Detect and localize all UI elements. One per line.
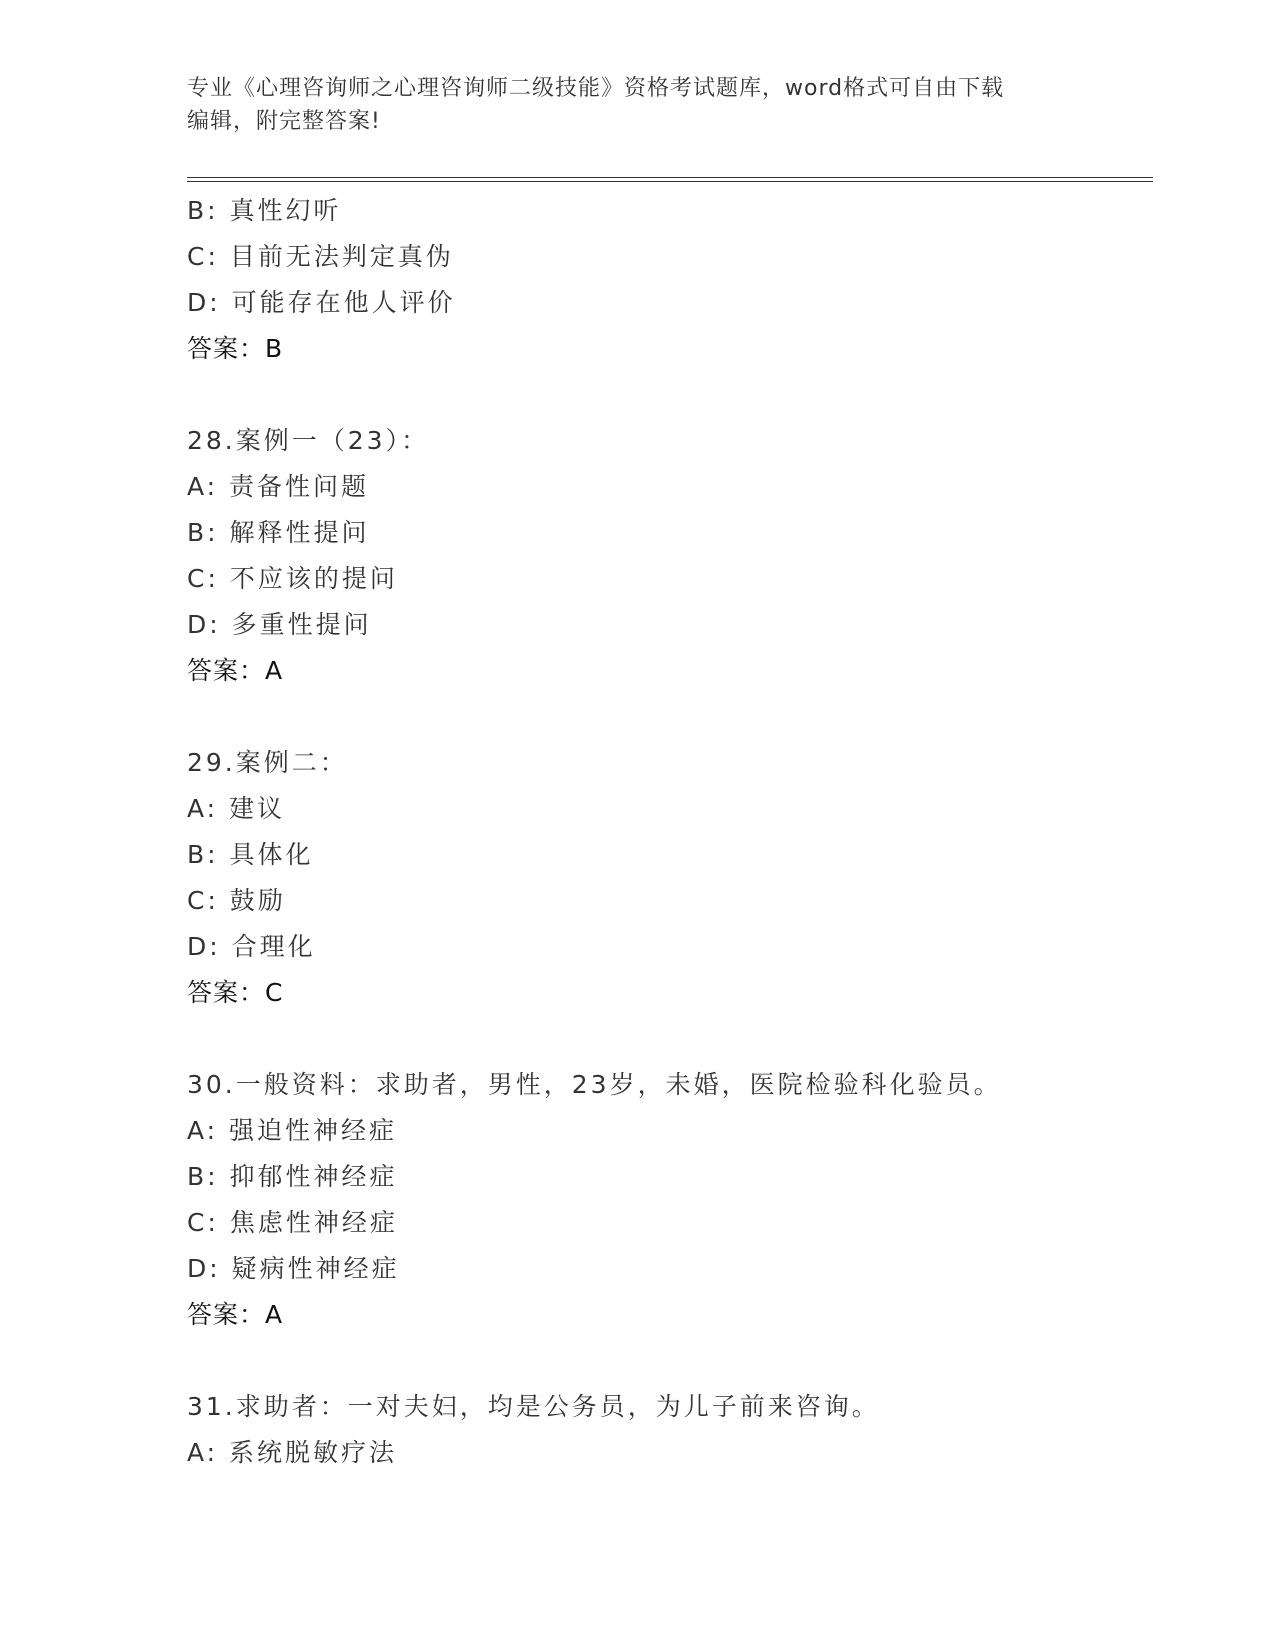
question-stem: 31.求助者：一对夫妇，均是公务员，为儿子前来咨询。	[187, 1392, 880, 1421]
option-d: D: 疑病性神经症	[187, 1254, 400, 1283]
option-b: B: 解释性提问	[187, 518, 370, 547]
spacer	[187, 694, 1147, 740]
option-b: B: 抑郁性神经症	[187, 1162, 398, 1191]
header-divider-bottom	[187, 181, 1153, 182]
answer-line: 答案：A	[187, 1300, 284, 1329]
option-d: D: 可能存在他人评价	[187, 288, 456, 317]
header-line-1: 专业《心理咨询师之心理咨询师二级技能》资格考试题库，word格式可自由下载	[187, 76, 1005, 101]
question-continued	[187, 188, 1147, 372]
question-stem: 30.一般资料：求助者，男性，23岁，未婚，医院检验科化验员。	[187, 1070, 1002, 1099]
answer-line: 答案：C	[187, 978, 284, 1007]
question-30	[187, 1062, 1147, 1338]
header-line-2: 编辑，附完整答案!	[187, 109, 381, 134]
spacer	[187, 372, 1147, 418]
option-a: A: 强迫性神经症	[187, 1116, 398, 1145]
header-divider-top	[187, 177, 1153, 178]
answer-line: 答案：A	[187, 656, 284, 685]
question-29	[187, 740, 1147, 1016]
spacer	[187, 1016, 1147, 1062]
document-header	[187, 72, 1087, 138]
question-list	[187, 188, 1147, 1476]
question-31	[187, 1384, 1147, 1476]
option-d: D: 合理化	[187, 932, 316, 961]
option-c: C: 目前无法判定真伪	[187, 242, 454, 271]
spacer	[187, 1338, 1147, 1384]
answer-line: 答案：B	[187, 334, 284, 363]
question-28	[187, 418, 1147, 694]
option-a: A: 责备性问题	[187, 472, 370, 501]
option-a: A: 系统脱敏疗法	[187, 1438, 398, 1467]
option-b: B: 真性幻听	[187, 196, 342, 225]
option-d: D: 多重性提问	[187, 610, 372, 639]
question-stem: 29.案例二：	[187, 748, 348, 777]
option-b: B: 具体化	[187, 840, 314, 869]
option-c: C: 不应该的提问	[187, 564, 398, 593]
question-stem: 28.案例一（23）：	[187, 426, 430, 455]
option-c: C: 焦虑性神经症	[187, 1208, 398, 1237]
option-a: A: 建议	[187, 794, 286, 823]
option-c: C: 鼓励	[187, 886, 286, 915]
